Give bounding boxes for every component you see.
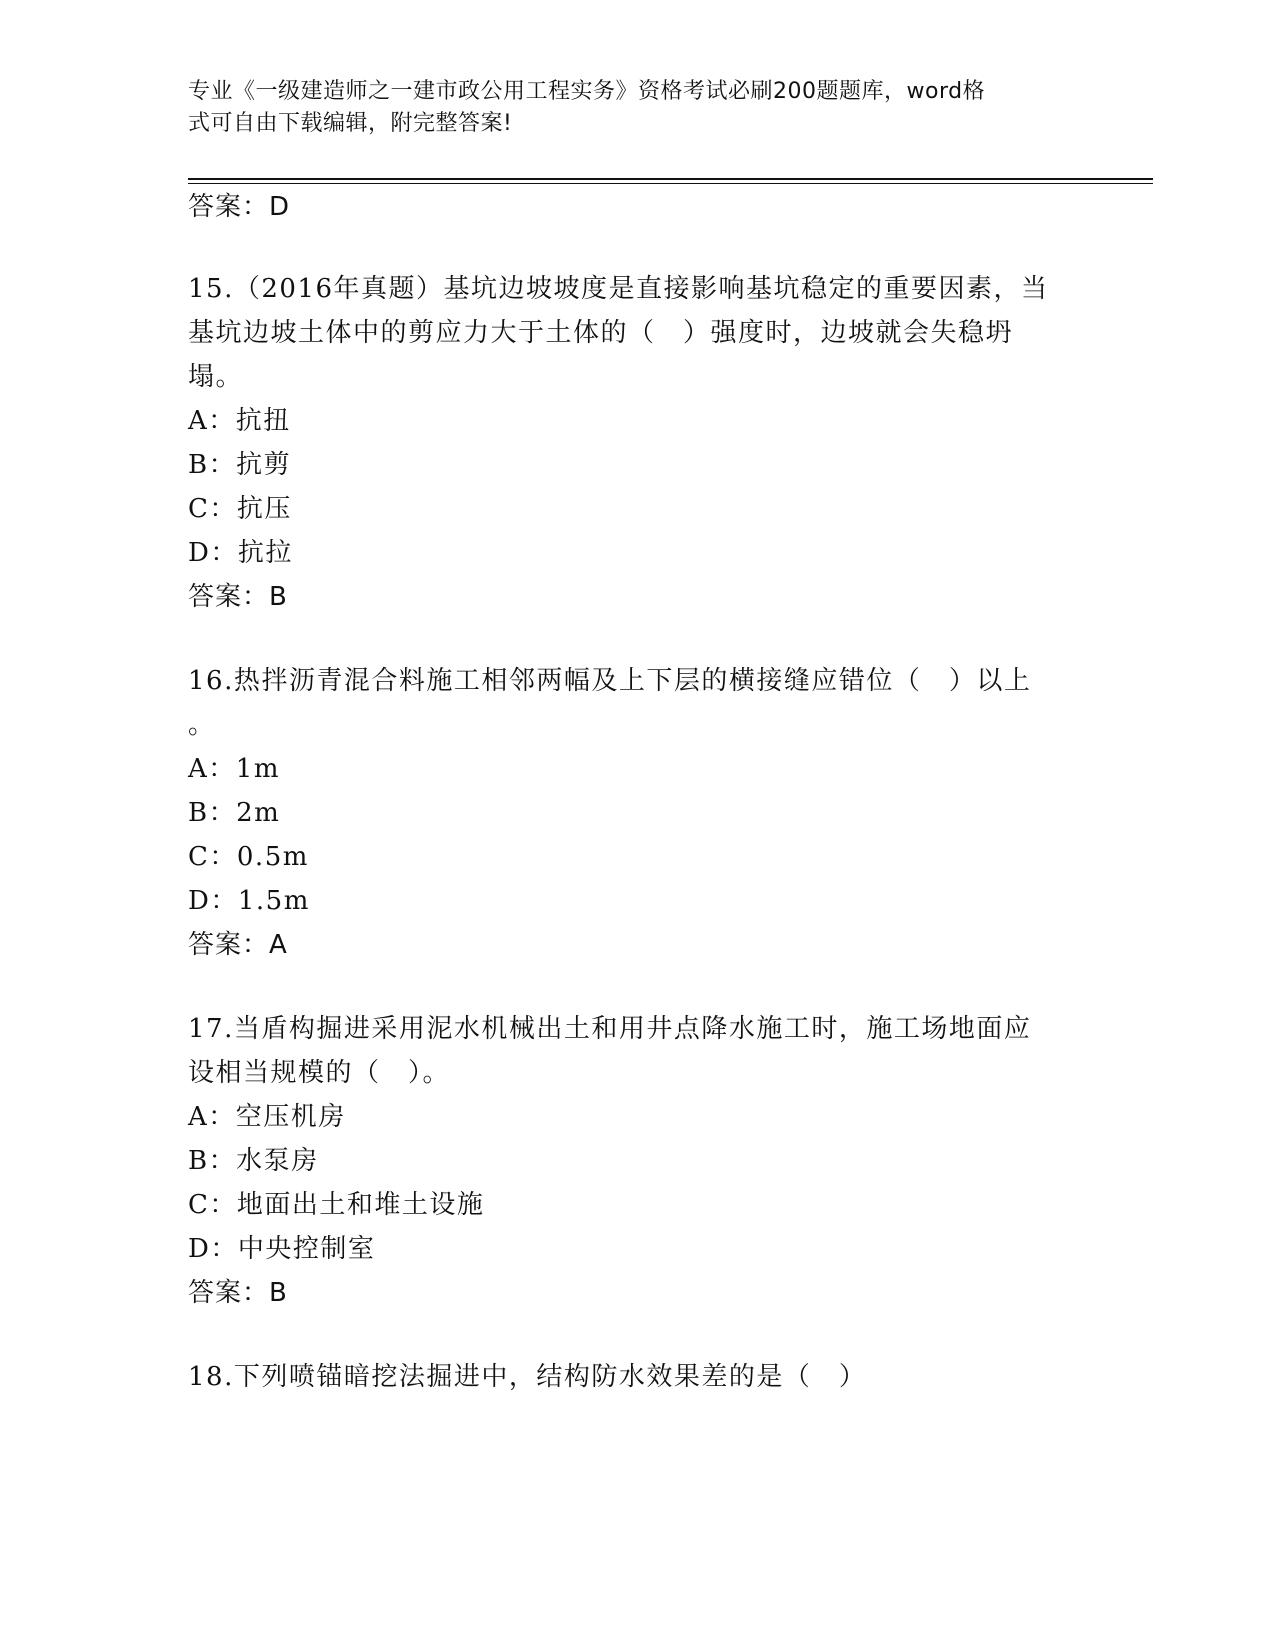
q16-answer: 答案：A — [188, 930, 288, 960]
q16-stem-line-2: 。 — [188, 710, 216, 740]
q15-option-b: B：抗剪 — [188, 450, 292, 480]
q17-stem-line-1: 17.当盾构掘进采用泥水机械出土和用井点降水施工时，施工场地面应 — [188, 1014, 1032, 1044]
q17-option-b: B：水泵房 — [188, 1146, 319, 1176]
q18-stem-line-1: 18.下列喷锚暗挖法掘进中，结构防水效果差的是（ ） — [188, 1362, 867, 1392]
q17-option-d: D：中央控制室 — [188, 1234, 376, 1264]
answer-previous: 答案：D — [188, 192, 291, 222]
q17-answer: 答案：B — [188, 1278, 288, 1308]
q16-option-a: A：1m — [188, 754, 280, 784]
q15-stem-line-2: 基坑边坡土体中的剪应力大于土体的（ ）强度时，边坡就会失稳坍 — [188, 318, 1014, 348]
q16-option-b: B：2m — [188, 798, 281, 828]
q16-option-d: D：1.5m — [188, 886, 310, 916]
q17-option-a: A：空压机房 — [188, 1102, 346, 1132]
q16-option-c: C：0.5m — [188, 842, 309, 872]
header-divider-thick — [188, 178, 1153, 180]
q15-stem-line-1: 15.（2016年真题）基坑边坡坡度是直接影响基坑稳定的重要因素，当 — [188, 274, 1049, 304]
q15-answer: 答案：B — [188, 582, 288, 612]
header-line-1: 专业《一级建造师之一建市政公用工程实务》资格考试必刷200题题库，word格 — [188, 79, 986, 104]
q17-option-c: C：地面出土和堆土设施 — [188, 1190, 485, 1220]
q15-stem-line-3: 塌。 — [188, 362, 244, 392]
q15-option-a: A：抗扭 — [188, 406, 291, 436]
q17-stem-line-2: 设相当规模的（ ）。 — [188, 1058, 451, 1088]
q16-stem-line-1: 16.热拌沥青混合料施工相邻两幅及上下层的横接缝应错位（ ）以上 — [188, 666, 1032, 696]
header-divider-thin — [188, 183, 1153, 184]
header-line-2: 式可自由下载编辑，附完整答案! — [188, 111, 513, 136]
page-header — [188, 76, 1068, 140]
q15-option-d: D：抗拉 — [188, 538, 293, 568]
q15-option-c: C：抗压 — [188, 494, 292, 524]
